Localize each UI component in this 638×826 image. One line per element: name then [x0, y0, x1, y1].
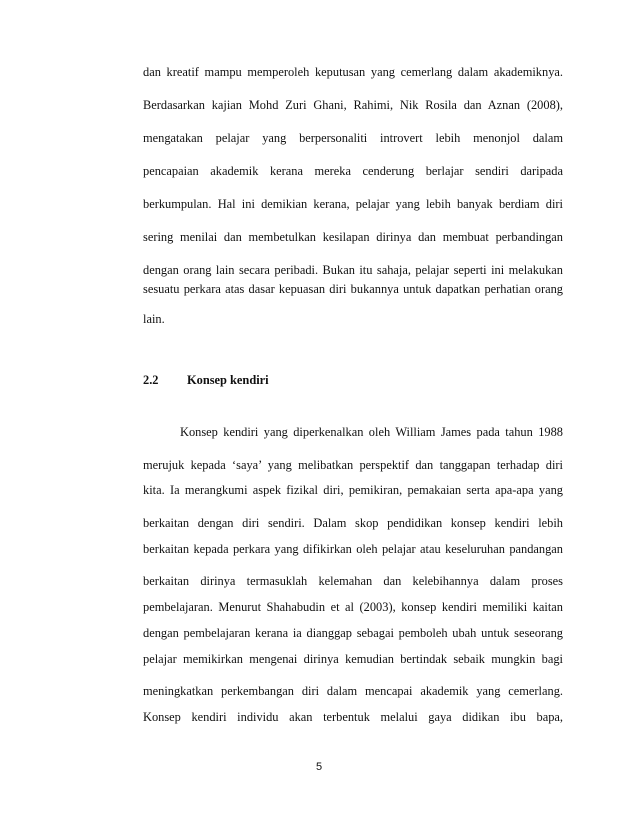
section-title: Konsep kendiri [187, 373, 269, 387]
paragraph-line: berkumpulan. Hal ini demikian kerana, pelajar yang lebih banyak berdiam diri [143, 197, 563, 211]
paragraph-line: sesuatu perkara atas dasar kepuasan diri bukannya untuk dapatkan perhatian orang [143, 282, 563, 296]
paragraph-line: berkaitan dirinya termasuklah kelemahan dan kelebihannya dalam proses [143, 574, 563, 588]
paragraph-line: merujuk kepada ‘saya’ yang melibatkan perspektif dan tanggapan terhadap diri [143, 458, 563, 472]
section-number: 2.2 [143, 373, 159, 387]
paragraph-line: meningkatkan perkembangan diri dalam mencapai akademik yang cemerlang. [143, 684, 563, 698]
paragraph-line: dan kreatif mampu memperoleh keputusan yang cemerlang dalam akademiknya. [143, 65, 563, 79]
paragraph-line: kita. Ia merangkumi aspek fizikal diri, pemikiran, pemakaian serta apa-apa yang [143, 483, 563, 497]
paragraph-line: pembelajaran. Menurut Shahabudin et al (2003), konsep kendiri memiliki kaitan [143, 600, 563, 614]
paragraph-line: mengatakan pelajar yang berpersonaliti introvert lebih menonjol dalam [143, 131, 563, 145]
paragraph-line: dengan pembelajaran kerana ia dianggap sebagai pemboleh ubah untuk seseorang [143, 626, 563, 640]
paragraph-line: sering menilai dan membetulkan kesilapan dirinya dan membuat perbandingan [143, 230, 563, 244]
paragraph-line: dengan orang lain secara peribadi. Bukan itu sahaja, pelajar seperti ini melakukan [143, 263, 563, 277]
page-number: 5 [315, 761, 323, 773]
paragraph-line: Berdasarkan kajian Mohd Zuri Ghani, Rahimi, Nik Rosila dan Aznan (2008), [143, 98, 563, 112]
paragraph-line: lain. [143, 312, 165, 326]
paragraph-line: pencapaian akademik kerana mereka cenderung berlajar sendiri daripada [143, 164, 563, 178]
paragraph-line: Konsep kendiri yang diperkenalkan oleh William James pada tahun 1988 [180, 425, 563, 439]
paragraph-line: Konsep kendiri individu akan terbentuk melalui gaya didikan ibu bapa, [143, 710, 563, 724]
paragraph-line: berkaitan kepada perkara yang difikirkan oleh pelajar atau keseluruhan pandangan [143, 542, 563, 556]
paragraph-line: pelajar memikirkan mengenai dirinya kemudian bertindak sebaik mungkin bagi [143, 652, 563, 666]
paragraph-line: berkaitan dengan diri sendiri. Dalam skop pendidikan konsep kendiri lebih [143, 516, 563, 530]
